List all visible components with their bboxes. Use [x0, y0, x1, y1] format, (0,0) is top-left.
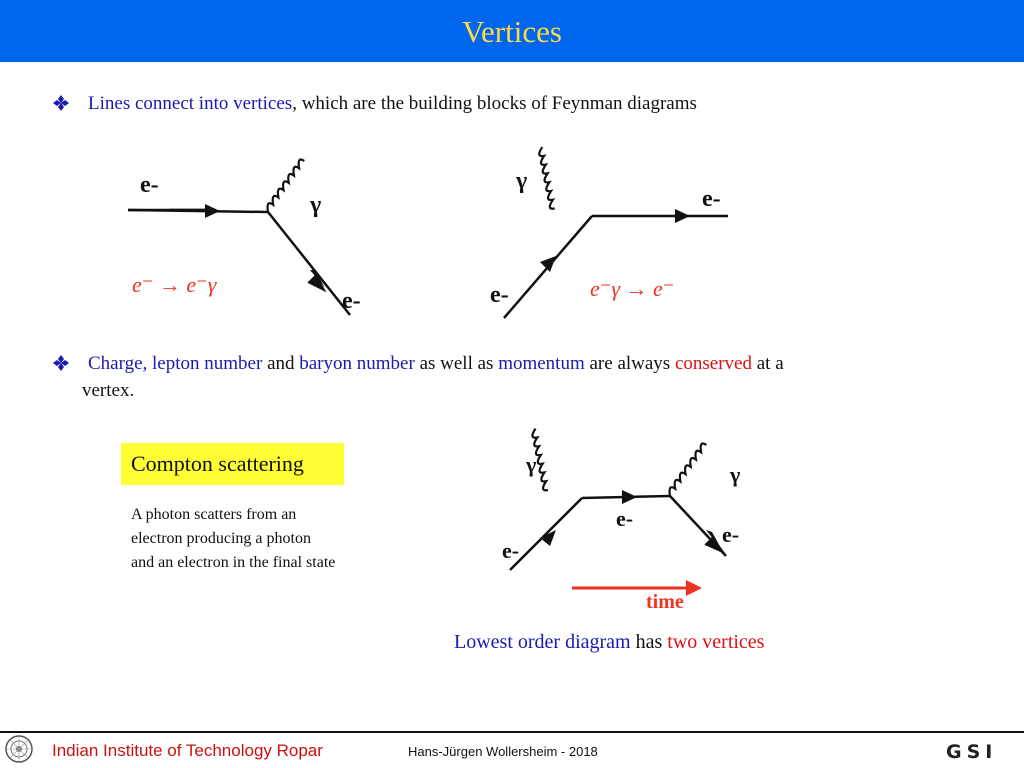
diagram3-gamma-out: γ	[730, 462, 741, 487]
feynman-diagram-absorption	[480, 140, 740, 325]
diagram3-e-out: e-	[722, 522, 740, 547]
photon-in-wavy-line	[511, 429, 570, 492]
slide-title: Vertices	[462, 14, 562, 49]
feynman-diagram-emission	[120, 140, 380, 325]
diamond-bullet-icon	[52, 94, 70, 112]
photon-wavy-line	[253, 158, 317, 212]
term-charge-lepton: Charge, lepton number	[88, 353, 263, 374]
diagram2-reaction: e⁻γ → e⁻	[590, 276, 675, 301]
bullet-conservation	[52, 350, 952, 404]
term-baryon: baryon number	[299, 353, 415, 374]
diagram1-label-photon: γ	[310, 192, 322, 218]
photon-out-wavy-line	[655, 442, 719, 496]
feynman-diagram-compton	[490, 420, 770, 620]
diagram1-label-in: e-	[140, 172, 159, 198]
diamond-bullet-icon	[52, 354, 70, 372]
arrow-icon	[540, 256, 556, 272]
lowest-part2: has	[630, 631, 668, 653]
term-conserved: conserved	[674, 353, 752, 374]
diagram3-e-in: e-	[502, 538, 520, 563]
bullet1-highlight: Lines connect into vertices	[88, 93, 293, 114]
iit-ropar-logo-icon	[4, 734, 34, 764]
gsi-logo: GSI	[946, 741, 998, 763]
footer-divider	[0, 731, 1024, 733]
lowest-order-caption	[454, 631, 764, 654]
term-momentum: momentum	[498, 353, 585, 374]
compton-desc-line: electron producing a photon	[131, 530, 311, 547]
arrow-icon	[205, 204, 220, 218]
compton-desc-line: A photon scatters from an	[131, 506, 297, 523]
footer-institute: Indian Institute of Technology Ropar	[52, 741, 323, 760]
diagram3-gamma-in: γ	[526, 452, 537, 477]
bullet-vertices	[52, 90, 992, 117]
compton-desc-line: and an electron in the final state	[131, 554, 336, 571]
diagram2-label-in: e-	[490, 282, 509, 308]
electron-in-line	[510, 498, 582, 570]
text-always: are always	[584, 353, 675, 374]
bullet1-rest: , which are the building blocks of Feynman diagrams	[292, 93, 697, 114]
compton-description	[131, 503, 401, 575]
text-vertex: vertex.	[82, 380, 135, 401]
compton-title-box: Compton scattering	[121, 443, 344, 485]
footer-author: Hans-Jürgen Wollersheim - 2018	[408, 744, 598, 759]
diagram2-label-out: e-	[702, 186, 721, 212]
text-at-a: at a	[752, 353, 784, 374]
time-arrow-icon	[686, 580, 702, 596]
diagram1-label-out: e-	[342, 288, 361, 314]
diagram1-reaction: e⁻ → e⁻γ	[132, 272, 217, 297]
diagram3-time-label: time	[646, 591, 684, 613]
diagram3-e-mid: e-	[616, 506, 634, 531]
lowest-part3: two vertices	[667, 631, 765, 653]
text-as-well-as: as well as	[414, 353, 499, 374]
text-and: and	[262, 353, 300, 374]
lowest-part1: Lowest order diagram	[454, 631, 631, 653]
outgoing-electron-line	[268, 212, 350, 315]
diagram2-label-photon: γ	[516, 168, 528, 194]
title-bar	[0, 0, 1024, 62]
